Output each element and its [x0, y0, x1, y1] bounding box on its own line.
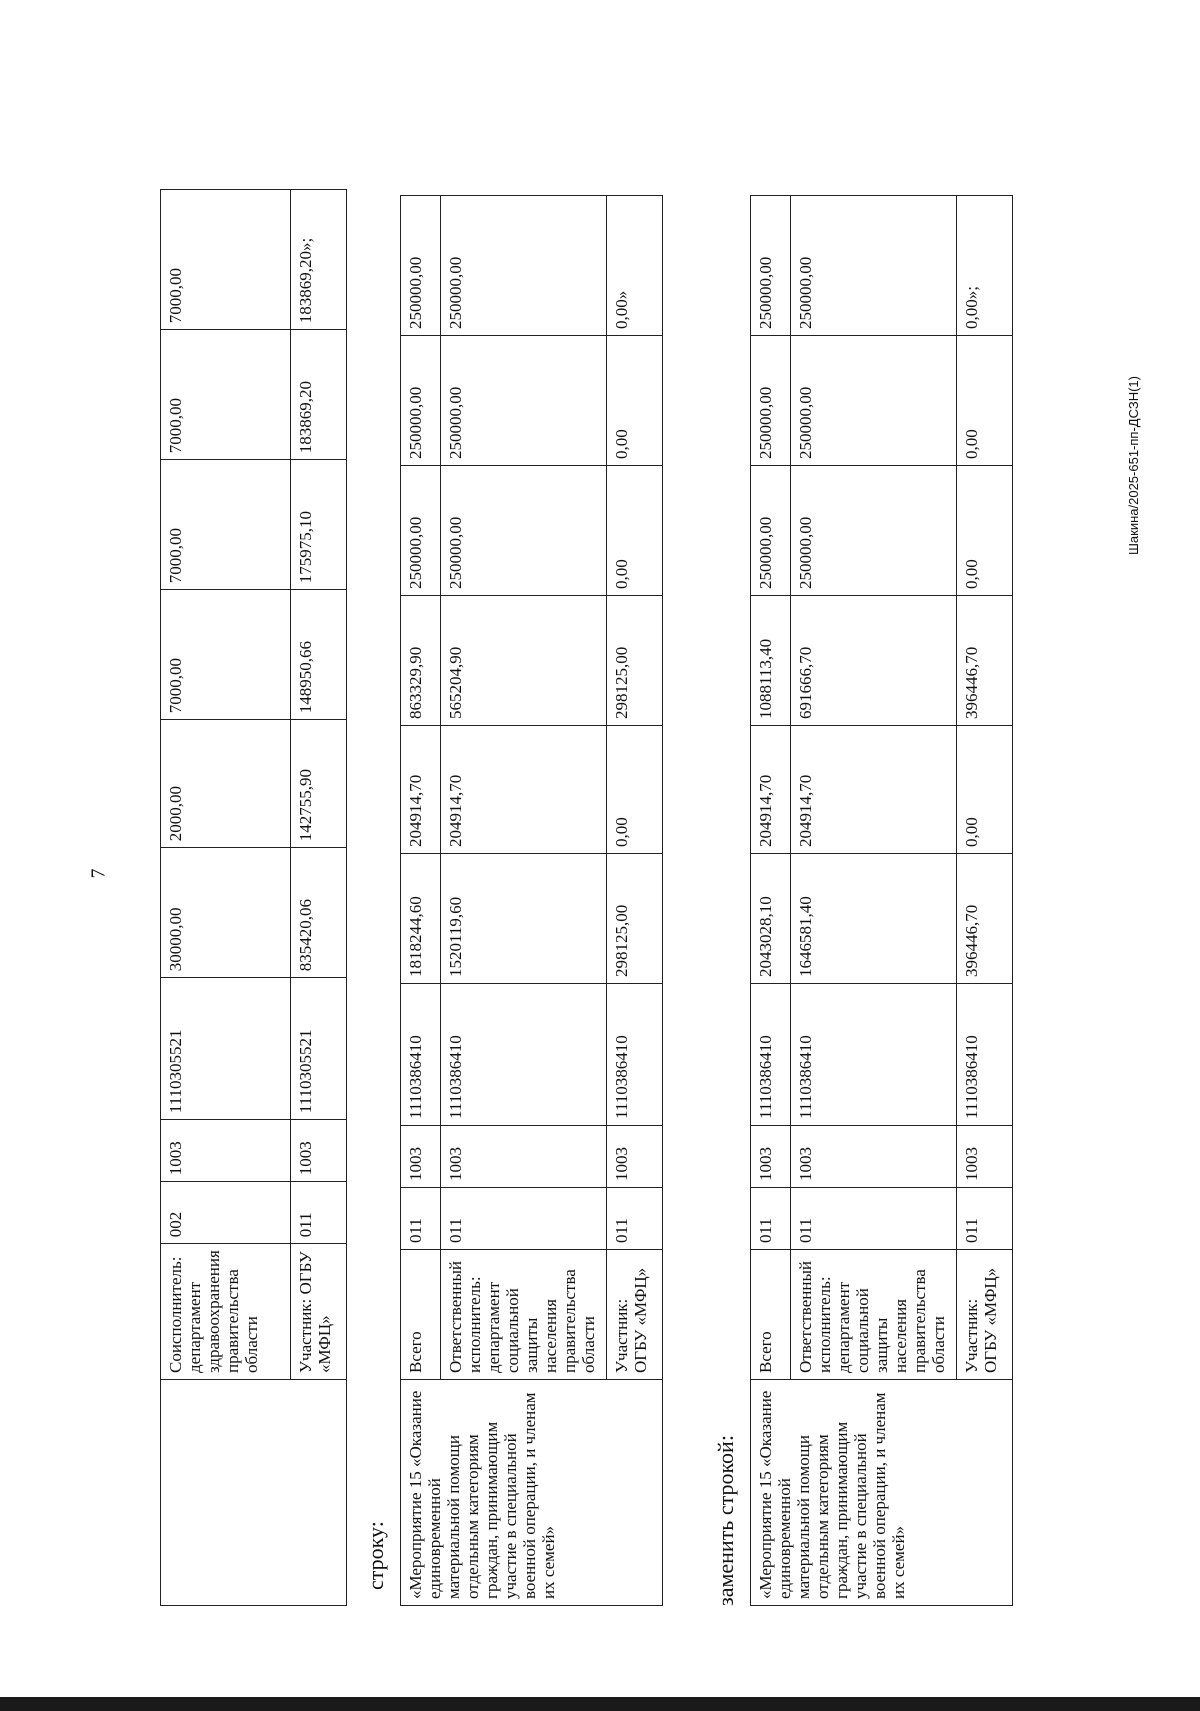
value-cell: 565204,90: [441, 596, 607, 726]
role-cell: Участник: ОГБУ «МФЦ»: [957, 1250, 1013, 1380]
value-cell: 204914,70: [791, 726, 957, 854]
value-cell: 298125,00: [607, 596, 663, 726]
code-cell: 011: [291, 1182, 347, 1244]
code-cell: 1110305521: [161, 978, 291, 1120]
value-cell: 298125,00: [607, 854, 663, 984]
role-cell: Участник: ОГБУ «МФЦ»: [607, 1250, 663, 1380]
value-cell: 30000,00: [161, 848, 291, 978]
value-cell: 204914,70: [401, 726, 441, 854]
value-cell: 250000,00: [441, 466, 607, 596]
code-cell: 1110386410: [957, 984, 1013, 1126]
value-cell: 7000,00: [161, 330, 291, 460]
value-cell: 250000,00: [401, 466, 441, 596]
code-cell: 1003: [441, 1126, 607, 1188]
value-cell: 1088113,40: [751, 596, 791, 726]
code-cell: 011: [401, 1188, 441, 1250]
value-cell: 7000,00: [161, 190, 291, 330]
code-cell: 1110305521: [291, 978, 347, 1120]
role-cell: Всего: [751, 1250, 791, 1380]
value-cell: 175975,10: [291, 460, 347, 590]
value-cell: 835420,06: [291, 848, 347, 978]
table-row: [161, 190, 291, 1606]
event-cell: «Мероприятие 15 «Оказание единовременной материальной помощи отдельным категориям граждан, принимающим участие в специальной военной операции, и членам их семей»: [751, 1380, 1013, 1606]
value-cell: 148950,66: [291, 590, 347, 720]
value-cell: 250000,00: [401, 196, 441, 336]
value-cell: 863329,90: [401, 596, 441, 726]
value-cell: 1520119,60: [441, 854, 607, 984]
role-cell: Ответственный исполнитель: департамент социальной защиты населения правительства области: [791, 1250, 957, 1380]
value-cell: 2000,00: [161, 720, 291, 848]
footer-document-code: Шакина/2025-651-пп-ДСЗН(1): [1126, 376, 1141, 555]
value-cell: 396446,70: [957, 854, 1013, 984]
code-cell: 011: [751, 1188, 791, 1250]
value-cell: 691666,70: [791, 596, 957, 726]
value-cell: 0,00: [607, 466, 663, 596]
role-cell: Участник: ОГБУ «МФЦ»: [291, 1244, 347, 1380]
code-cell: 1110386410: [751, 984, 791, 1126]
code-cell: 1003: [161, 1120, 291, 1182]
value-cell: 1818244,60: [401, 854, 441, 984]
value-cell: 250000,00: [791, 466, 957, 596]
role-cell: Ответственный исполнитель: департамент социальной защиты населения правительства области: [441, 1250, 607, 1380]
value-cell: 142755,90: [291, 720, 347, 848]
value-cell: 183869,20»;: [291, 190, 347, 330]
table-old-row: [400, 195, 663, 1606]
label-stroku: строку:: [363, 1521, 388, 1590]
value-cell: 250000,00: [751, 466, 791, 596]
code-cell: 1003: [607, 1126, 663, 1188]
value-cell: 7000,00: [161, 590, 291, 720]
code-cell: 1003: [957, 1126, 1013, 1188]
value-cell: 0,00: [607, 726, 663, 854]
value-cell: 0,00»;: [957, 196, 1013, 336]
code-cell: 011: [607, 1188, 663, 1250]
code-cell: 1003: [401, 1126, 441, 1188]
value-cell: 1646581,40: [791, 854, 957, 984]
value-cell: 204914,70: [441, 726, 607, 854]
role-cell: Всего: [401, 1250, 441, 1380]
code-cell: 1110386410: [791, 984, 957, 1126]
value-cell: 2043028,10: [751, 854, 791, 984]
code-cell: 1003: [751, 1126, 791, 1188]
value-cell: 250000,00: [441, 196, 607, 336]
code-cell: 1003: [291, 1120, 347, 1182]
table-new-row: [750, 195, 1013, 1606]
rotated-page-content: [160, 50, 1105, 1606]
scan-edge-bar: [0, 1697, 1200, 1711]
code-cell: 011: [441, 1188, 607, 1250]
value-cell: 183869,20: [291, 330, 347, 460]
role-cell: Соисполнитель: департамент здравоохранения правительства области: [161, 1244, 291, 1380]
value-cell: 250000,00: [751, 336, 791, 466]
code-cell: 1003: [791, 1126, 957, 1188]
value-cell: 0,00: [957, 466, 1013, 596]
table-row: [401, 196, 441, 1606]
page-number: 7: [87, 868, 110, 879]
value-cell: 250000,00: [791, 196, 957, 336]
value-cell: 7000,00: [161, 460, 291, 590]
code-cell: 002: [161, 1182, 291, 1244]
value-cell: 250000,00: [751, 196, 791, 336]
value-cell: 250000,00: [791, 336, 957, 466]
value-cell: 0,00: [607, 336, 663, 466]
value-cell: 250000,00: [441, 336, 607, 466]
value-cell: 396446,70: [957, 596, 1013, 726]
table-continuation: [160, 189, 347, 1606]
value-cell: 0,00»: [607, 196, 663, 336]
event-cell: [161, 1380, 347, 1606]
code-cell: 1110386410: [441, 984, 607, 1126]
code-cell: 011: [791, 1188, 957, 1250]
value-cell: 0,00: [957, 336, 1013, 466]
event-cell: «Мероприятие 15 «Оказание единовременной материальной помощи отдельным категориям граждан, принимающим участие в специальной военной операции, и членам их семей»: [401, 1380, 663, 1606]
code-cell: 1110386410: [401, 984, 441, 1126]
code-cell: 1110386410: [607, 984, 663, 1126]
table-row: [751, 196, 791, 1606]
label-zamenit: заменить строкой:: [713, 1435, 738, 1606]
value-cell: 204914,70: [751, 726, 791, 854]
value-cell: 250000,00: [401, 336, 441, 466]
code-cell: 011: [957, 1188, 1013, 1250]
value-cell: 0,00: [957, 726, 1013, 854]
